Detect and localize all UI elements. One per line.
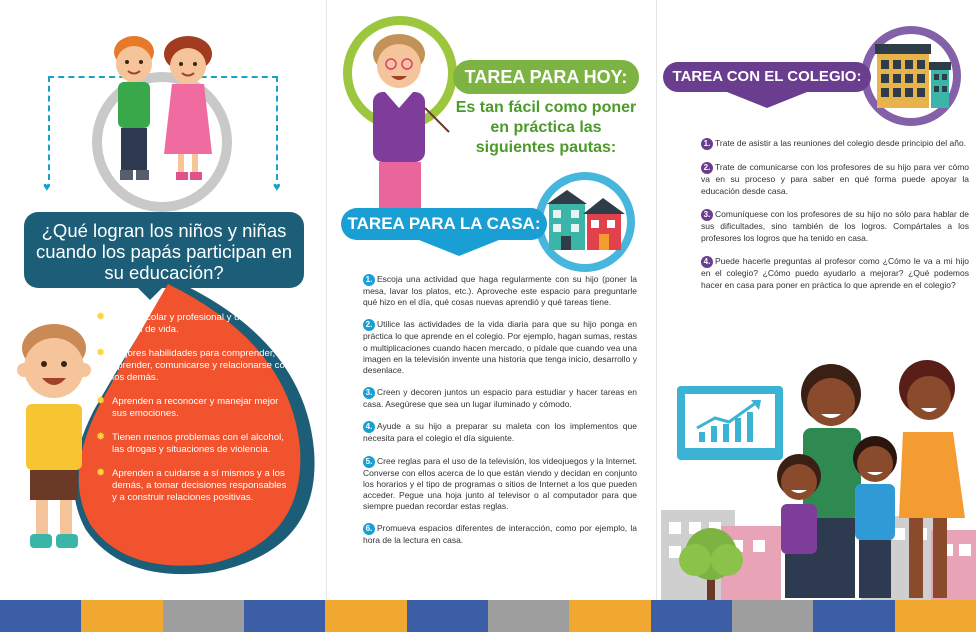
panel-home-tasks [326, 0, 656, 600]
list-item: 5. Cree reglas para el uso de la televisión, los videojuegos y la Internet. Converse con ellos acerca de lo que están viendo y decidan en conjunto los horarios y el tipo de programas o sitios de Internet a los que pueden acceder. Pegue una hoja junto al televisor o al computador para que siempre puedan recordar estas reglas. [363, 455, 637, 512]
list-item: 2. Utilice las actividades de la vida diaria para que su hijo ponga en práctica lo que aprende en el colegio. Por ejemplo, hagan sumas, restas o multiplicaciones cuando hacen mercado, o pídale que cuando vea una imagen en la televisión invente una historia que tenga inicio, desarrollo y desenlace. [363, 319, 637, 376]
benefit-item: ✹ Aprenden a cuidarse a sí mismos y a los demás, a tomar decisiones responsables y a construir relaciones positivas. [96, 467, 287, 503]
list-item: 4. Ayude a su hijo a preparar su maleta con los implementos que necesita para el colegio el día siguiente. [363, 421, 637, 444]
list-item: 3. Comuníquese con los profesores de su hijo no sólo para hablar de sus dificultades, sino también de los logros. Compártales a los profesores los logros que ha tenido en casa. [701, 209, 969, 243]
list-item: 2. Trate de comunicarse con los profesores de su hijo para ver cómo va en su proceso y para saber en qué forma puede apoyar la educación desde casa. [701, 162, 969, 196]
list-item: 1. Escoja una actividad que haga regularmente con su hijo (poner la mesa, lavar los platos, etc.). Aproveche este espacio para preguntarle qué hizo en el día, qué cosas nuevas aprendió y qué tareas tiene. [363, 274, 637, 308]
houses-icon [545, 186, 627, 254]
home-tasks-list [363, 274, 637, 558]
question-banner [24, 212, 304, 288]
benefit-item: ✹ Aprenden a reconocer y manejar mejor sus emociones. [96, 395, 279, 419]
growth-chart-icon [677, 386, 783, 460]
heart-arrow-icon: ♥ [43, 179, 51, 194]
school-tasks-list [701, 138, 969, 304]
question-text: ¿Qué logran los niños y niñas cuando los papás participan en su educación? [35, 220, 293, 283]
decorative-stripe [0, 600, 976, 632]
heart-arrow-icon: ♥ [273, 179, 281, 194]
panel-benefits [0, 0, 326, 600]
boy-illustration [8, 318, 100, 554]
list-item: 1. Trate de asistir a las reuniones del colegio desde principio del año. [701, 138, 969, 150]
teacher-illustration [351, 22, 451, 208]
family-illustration [769, 358, 976, 606]
list-item: 3. Creen y decoren juntos un espacio para estudiar y hacer tareas en casa. Asegúrese que sea un lugar iluminado y cómodo. [363, 387, 637, 410]
panel-school-tasks [656, 0, 976, 600]
lightbulb-icon: ✹ [96, 467, 106, 479]
lightbulb-icon: ✹ [96, 395, 106, 407]
lightbulb-icon: ✹ [96, 311, 106, 323]
banner-tail [727, 92, 807, 108]
tree-icon [671, 526, 751, 600]
benefit-item: ✹ Tienen menos problemas con el alcohol, las drogas y situaciones de violencia. [96, 431, 284, 455]
subtitle: Es tan fácil como poner en práctica las siguientes pautas: [455, 99, 637, 156]
benefit-item: ✹ Mejores habilidades para comprender, aprender, comunicarse y relacionarse con los demás. [96, 347, 291, 383]
school-building-icon [873, 40, 953, 110]
benefits-list [96, 312, 292, 516]
lightbulb-icon: ✹ [96, 431, 106, 443]
banner-home: TAREA PARA LA CASA: [341, 208, 547, 240]
banner-today: TAREA PARA HOY: [453, 60, 639, 94]
list-item: 6. Promueva espacios diferentes de interacción, como por ejemplo, la hora de la lectura en casa. [363, 523, 637, 546]
banner-tail [419, 240, 499, 256]
boy-girl-illustration [100, 26, 224, 192]
lightbulb-icon: ✹ [96, 347, 106, 359]
list-item: 4. Puede hacerle preguntas al profesor como ¿Cómo le va a mi hijo en el colegio? ¿Cómo puedo ayudarlo a mejorar? ¿Qué podemos hacer en casa para poner en práctica lo que aprende en el colegio? [701, 256, 969, 290]
benefit-item: ✹ Éxito escolar y profesional y una mejor calidad de vida. [96, 311, 277, 335]
banner-school: TAREA CON EL COLEGIO: [663, 62, 871, 92]
